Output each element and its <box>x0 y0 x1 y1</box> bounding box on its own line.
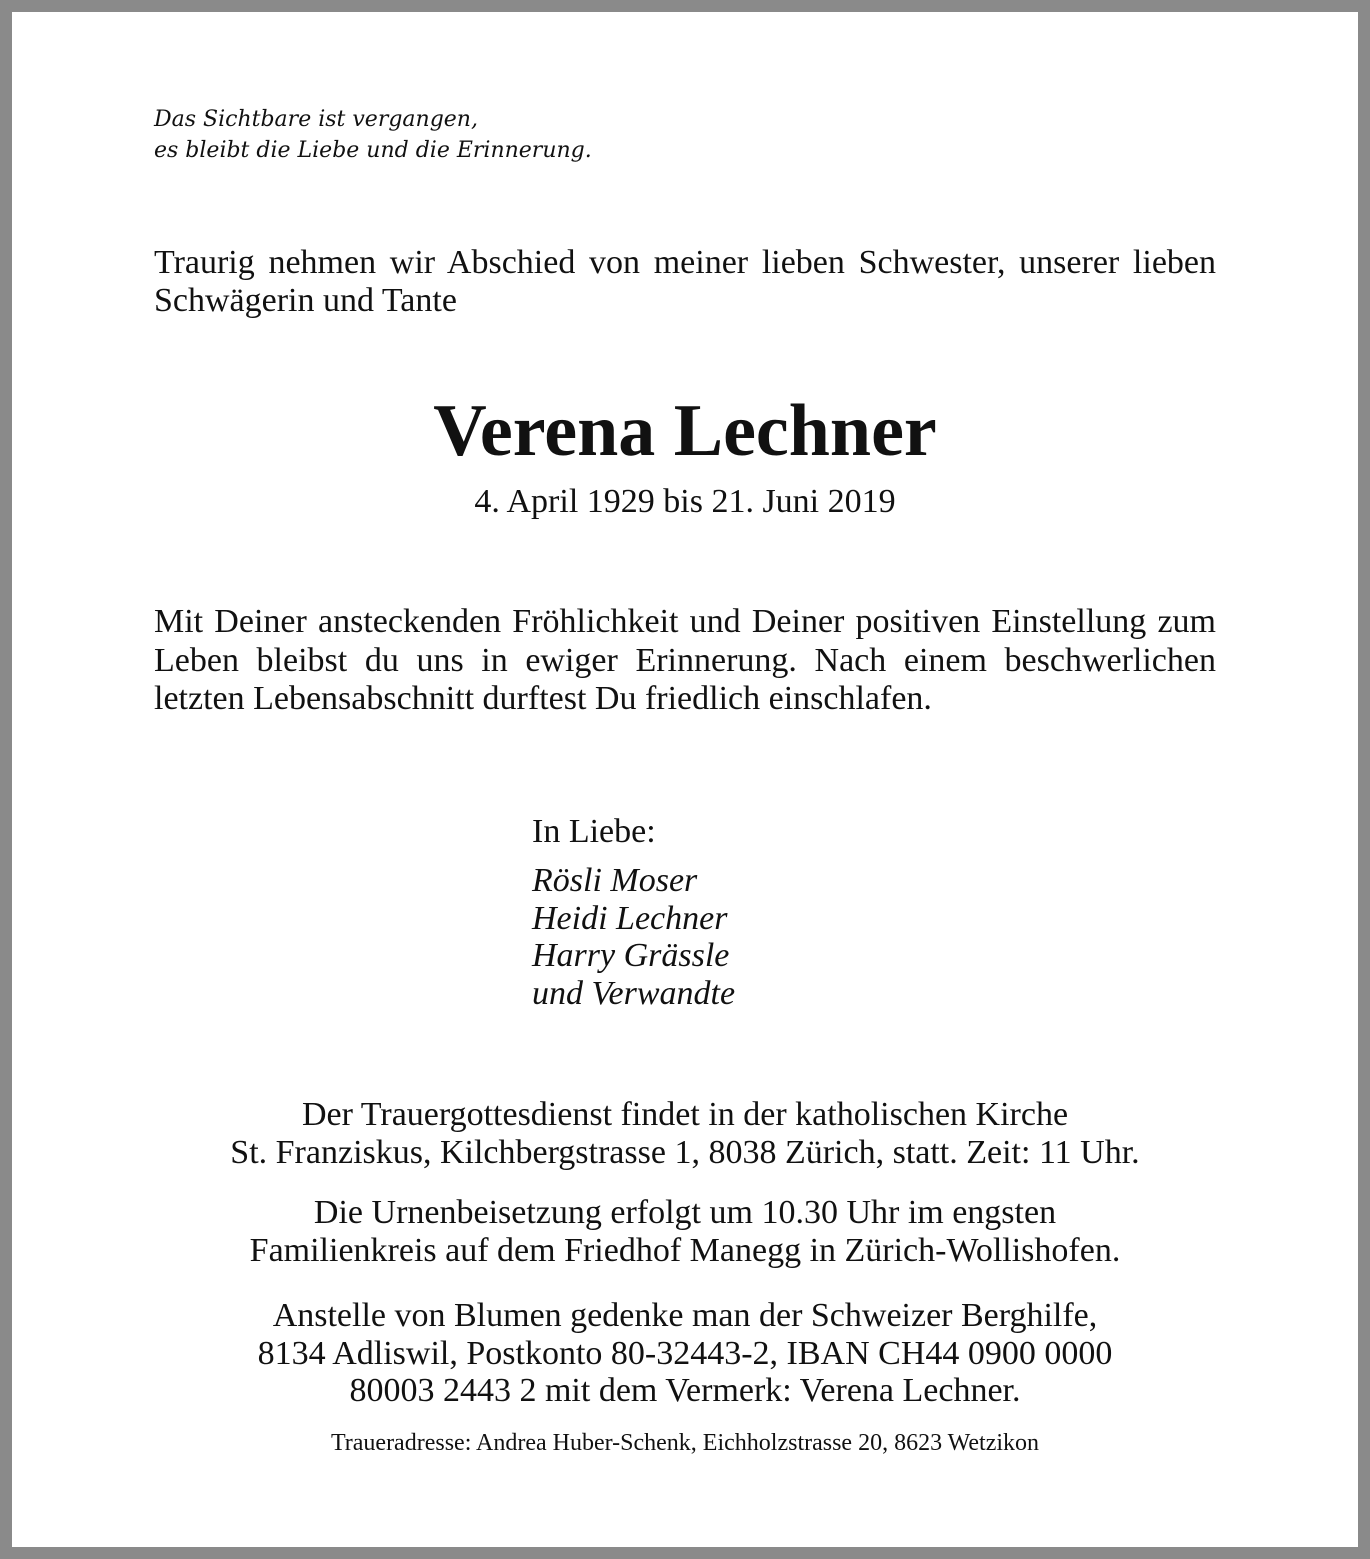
motto-line-1: Das Sichtbare ist vergangen, <box>154 107 478 132</box>
intro-paragraph: Traurig nehmen wir Abschied von meiner lieben Schwester, unserer lieben Schwägerin und Tante <box>154 244 1216 319</box>
burial-line-1: Die Urnenbeisetzung erfolgt um 10.30 Uhr im engsten <box>313 1194 1057 1231</box>
donation-info <box>12 1297 1358 1410</box>
service-line-2: St. Franziskus, Kilchbergstrasse 1, 8038 Zürich, statt. Zeit: 11 Uhr. <box>230 1133 1140 1171</box>
deceased-name: Verena Lechner <box>433 390 937 472</box>
mourner-name: Harry Grässle <box>532 937 730 974</box>
life-dates: 4. April 1929 bis 21. Juni 2019 <box>474 483 896 520</box>
donation-line-3: 80003 2443 2 mit dem Vermerk: Verena Lechner. <box>349 1372 1021 1409</box>
motto-line-2: es bleibt die Liebe und die Erinnerung. <box>154 138 592 163</box>
mourners-block <box>532 812 735 1012</box>
burial-line-2: Familienkreis auf dem Friedhof Manegg in Zürich-Wollishofen. <box>249 1231 1121 1269</box>
mourner-name: Heidi Lechner <box>532 899 728 937</box>
donation-line-1: Anstelle von Blumen gedenke man der Schweizer Berghilfe, <box>272 1297 1098 1334</box>
service-info <box>12 1096 1358 1171</box>
donation-line-2: 8134 Adliswil, Postkonto 80-32443-2, IBAN CH44 0900 0000 <box>257 1334 1113 1372</box>
obituary-notice <box>12 12 1358 1547</box>
burial-info <box>12 1194 1358 1269</box>
service-line-1: Der Trauergottesdienst findet in der katholischen Kirche <box>301 1096 1069 1133</box>
mourner-name: Rösli Moser <box>532 862 698 899</box>
mourner-name: und Verwandte <box>532 974 736 1012</box>
mourners-lead: In Liebe: <box>532 813 656 850</box>
mourners-list <box>532 862 735 1012</box>
tribute-paragraph: Mit Deiner ansteckenden Fröhlichkeit und Deiner positiven Einstellung zum Leben bleibst du uns in ewiger Erinnerung. Nach einem beschwerlichen letzten Lebensabschnitt durftest Du friedlich einschlafen. <box>154 603 1216 717</box>
motto-quote <box>154 104 592 166</box>
mourning-address: Traueradresse: Andrea Huber-Schenk, Eichholzstrasse 20, 8623 Wetzikon <box>330 1430 1040 1456</box>
